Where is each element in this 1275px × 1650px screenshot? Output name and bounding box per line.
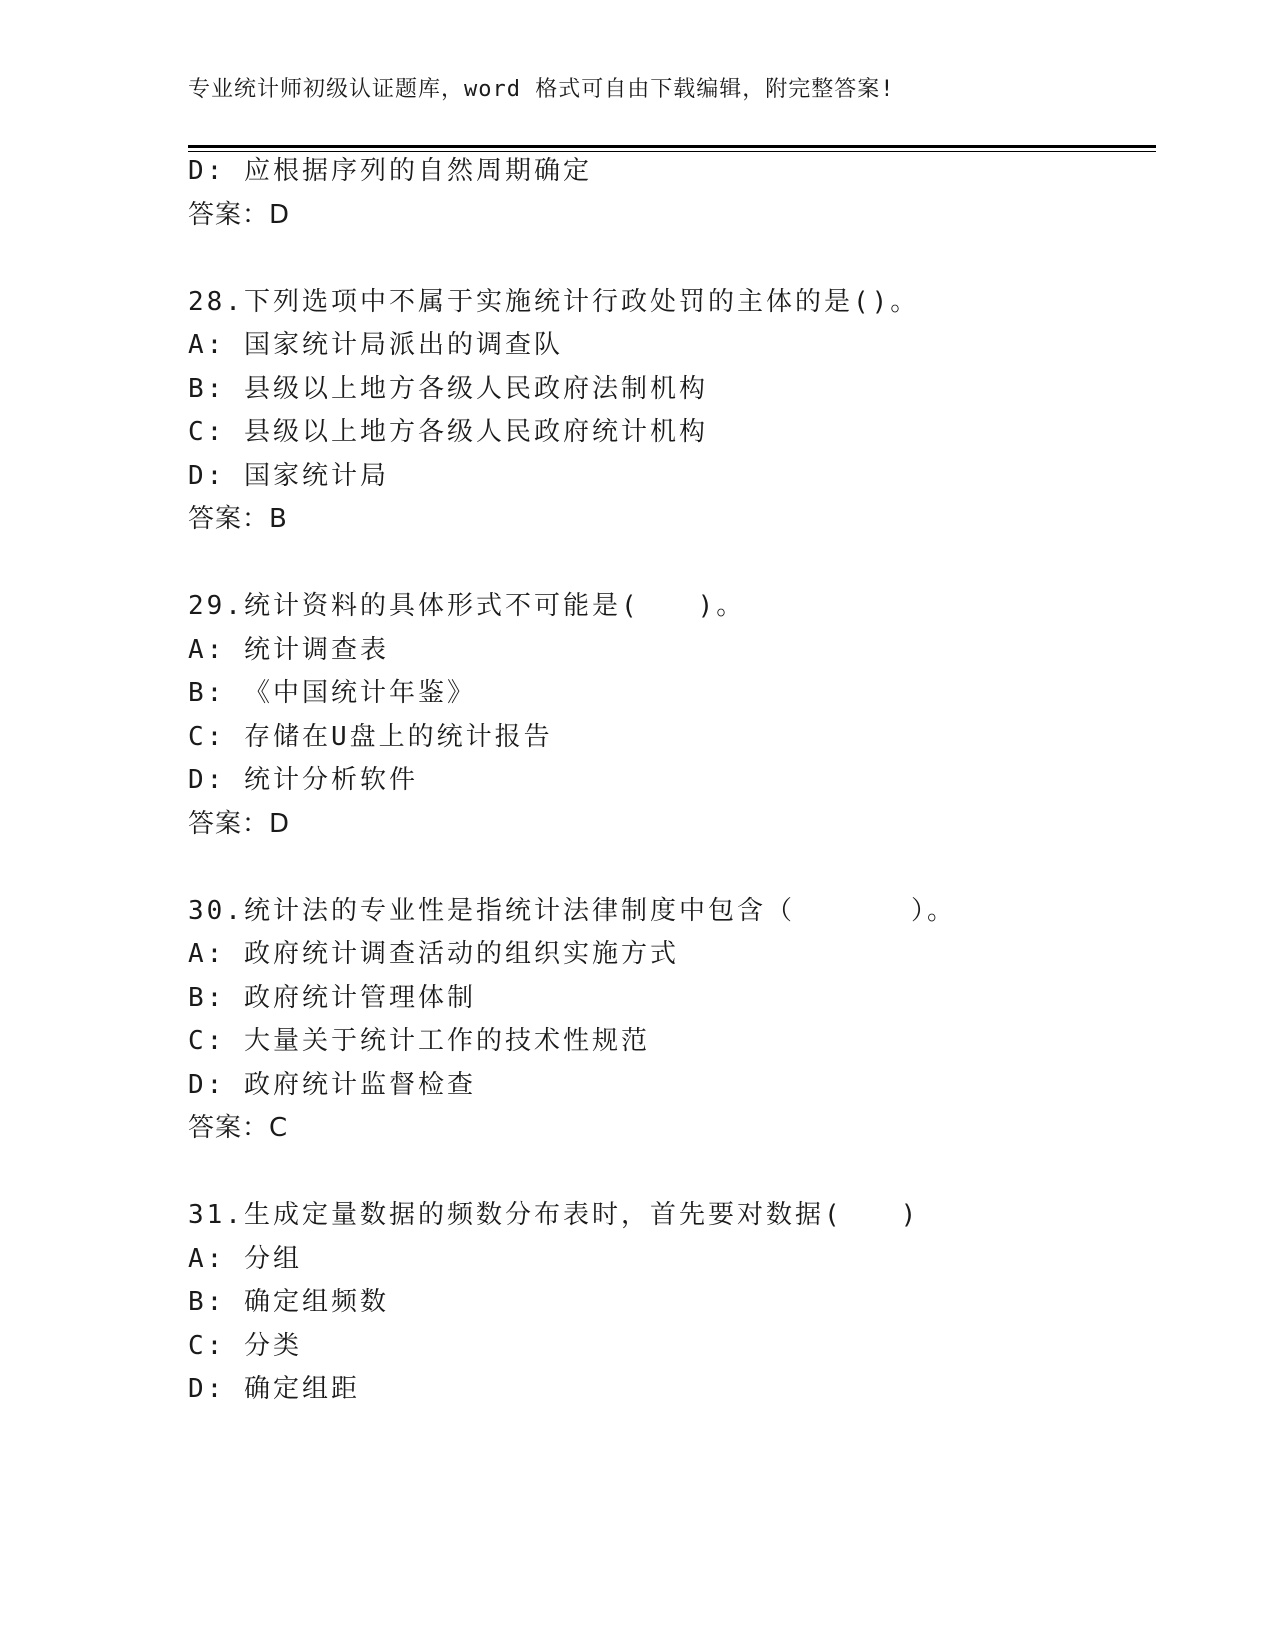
answer-line: 答案：D: [188, 809, 291, 839]
question-stem: 28.下列选项中不属于实施统计行政处罚的主体的是()。: [188, 287, 920, 317]
option-b: B: 县级以上地方各级人民政府法制机构: [188, 374, 708, 404]
option-a: A: 政府统计调查活动的组织实施方式: [188, 939, 679, 969]
header-rule-thick: [188, 145, 1156, 148]
option-d: D: 确定组距: [188, 1374, 360, 1404]
option-c: C: 大量关于统计工作的技术性规范: [188, 1026, 650, 1056]
answer-line: 答案：B: [188, 504, 288, 534]
option-a: A: 分组: [188, 1244, 302, 1274]
option-b: B: 《中国统计年鉴》: [188, 678, 476, 708]
question-stem: 29.统计资料的具体形式不可能是( )。: [188, 591, 746, 621]
page-header: 专业统计师初级认证题库，word 格式可自由下载编辑，附完整答案!: [188, 77, 895, 102]
option-a: A: 国家统计局派出的调查队: [188, 330, 563, 360]
option-d: D: 国家统计局: [188, 461, 389, 491]
option-b: B: 政府统计管理体制: [188, 983, 476, 1013]
option-d: D: 统计分析软件: [188, 765, 418, 795]
question-stem: 31.生成定量数据的频数分布表时，首先要对数据( ): [188, 1200, 920, 1230]
option-c: C: 县级以上地方各级人民政府统计机构: [188, 417, 708, 447]
option-a: A: 统计调查表: [188, 635, 389, 665]
question-stem: 30.统计法的专业性是指统计法律制度中包含（ ）。: [188, 896, 956, 926]
answer-line: 答案：D: [188, 200, 291, 230]
header-rule-thin: [188, 151, 1156, 152]
option-d: D: 政府统计监督检查: [188, 1070, 476, 1100]
option-b: B: 确定组频数: [188, 1287, 389, 1317]
option-d: D: 应根据序列的自然周期确定: [188, 156, 592, 186]
answer-line: 答案：C: [188, 1113, 289, 1143]
option-c: C: 分类: [188, 1331, 302, 1361]
option-c: C: 存储在U盘上的统计报告: [188, 722, 553, 752]
